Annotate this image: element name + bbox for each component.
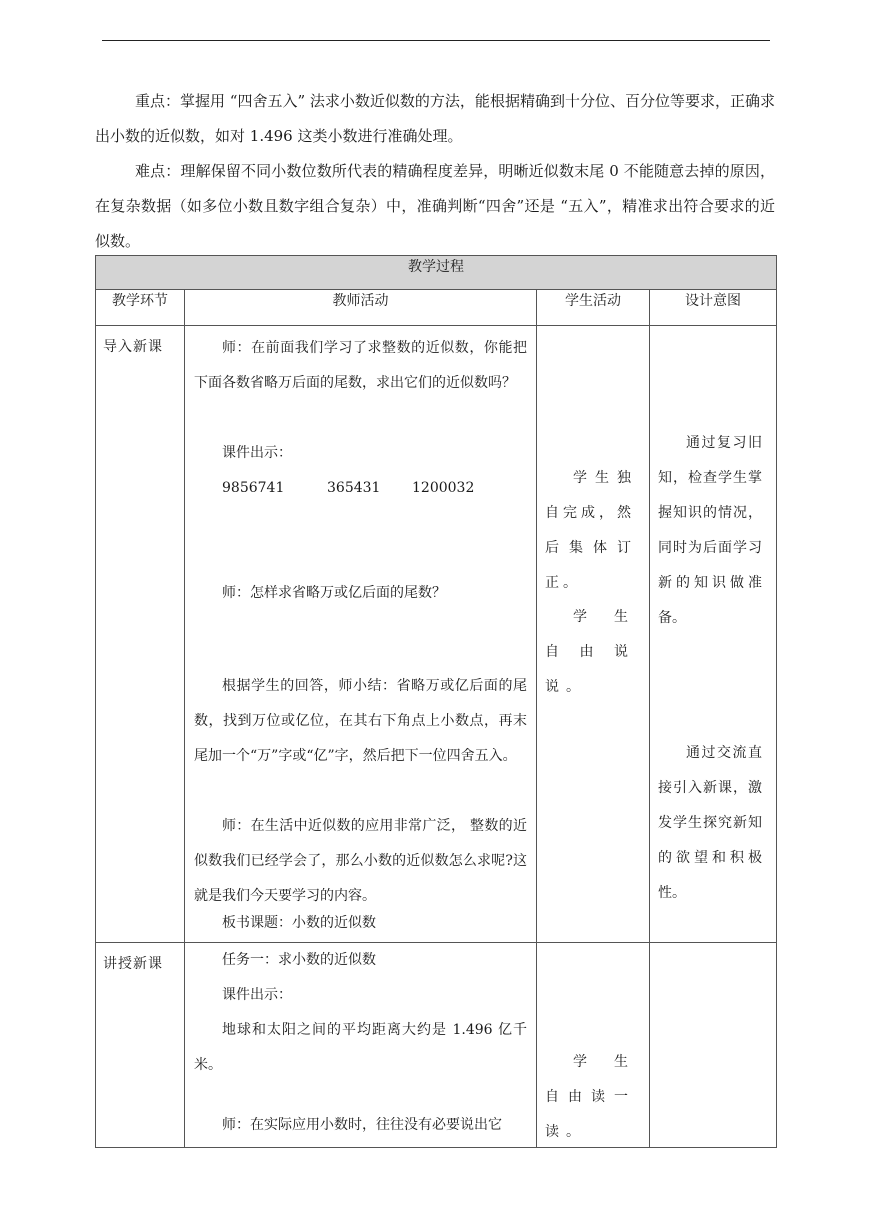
- teacher-line: 任务一：求小数的近似数: [222, 952, 376, 968]
- column-header-intent: 设计意图: [650, 290, 777, 326]
- focus-paragraph: 重点：掌握用 “四舍五入” 法求小数近似数的方法，能根据精确到十分位、百分位等要求，正确求出小数的近似数，如对 1.496 这类小数进行准确处理。: [95, 92, 775, 145]
- number-item: 1200032: [412, 480, 475, 496]
- number-item: 365431: [327, 480, 381, 496]
- intent-line: 通过复习旧知，检查学生掌握知识的情况，同时为后面学习新的知识做准备。: [658, 435, 762, 626]
- teacher-activity-cell: [185, 943, 537, 1148]
- teacher-line: 师：怎样求省略万或亿后面的尾数？: [222, 585, 446, 601]
- intent-line: 通过交流直接引入新课，激发学生探究新知的欲望和积极性。: [658, 745, 762, 901]
- table-title: 教学过程: [96, 256, 777, 290]
- teacher-line: 板书课题：小数的近似数: [222, 915, 376, 931]
- student-line: 学生自由说说。: [545, 609, 635, 695]
- student-activity-cell: [537, 326, 650, 943]
- design-intent-cell: [650, 943, 777, 1148]
- design-intent-cell: [650, 326, 777, 943]
- teacher-line: 师：在生活中近似数的应用非常广泛， 整数的近似数我们已经学会了，那么小数的近似数怎么求呢?这就是我们今天要学习的内容。: [194, 818, 527, 904]
- column-header-stage: 教学环节: [96, 290, 185, 326]
- student-line: 学生独自完成，然后集体订正。: [545, 470, 635, 591]
- number-item: 9856741: [222, 480, 285, 496]
- table-row: [96, 943, 777, 1148]
- teacher-line: 根据学生的回答，师小结：省略万或亿后面的尾数，找到万位或亿位，在其右下角点上小数点，再末尾加一个“万”字或“亿”字，然后把下一位四舍五入。: [194, 678, 527, 764]
- teacher-line: 课件出示：: [222, 987, 292, 1003]
- teacher-line: 课件出示：: [222, 445, 292, 461]
- section-new-lesson: 讲授新课: [96, 943, 185, 1148]
- header-rule: [102, 40, 770, 41]
- teacher-line: 师：在实际应用小数时，往往没有必要说出它: [222, 1117, 502, 1133]
- student-line: 学生自由读一读。: [545, 1054, 635, 1140]
- teaching-process-table: [95, 255, 777, 1148]
- column-header-student: 学生活动: [537, 290, 650, 326]
- section-intro: 导入新课: [96, 326, 185, 943]
- student-activity-cell: [537, 943, 650, 1148]
- teacher-line: 地球和太阳之间的平均距离大约是 1.496 亿千米。: [194, 1022, 527, 1073]
- table-row: [96, 326, 777, 943]
- teacher-activity-cell: [185, 326, 537, 943]
- teacher-line: 师：在前面我们学习了求整数的近似数，你能把下面各数省略万后面的尾数，求出它们的近似数吗？: [194, 340, 527, 391]
- difficulty-paragraph: 难点：理解保留不同小数位数所代表的精确程度差异，明晰近似数末尾 0 不能随意去掉的原因，在复杂数据（如多位小数且数字组合复杂）中，准确判断“四舍”还是 “五入”，精准求出符合要求的近似数。: [95, 162, 775, 250]
- column-header-teacher: 教师活动: [185, 290, 537, 326]
